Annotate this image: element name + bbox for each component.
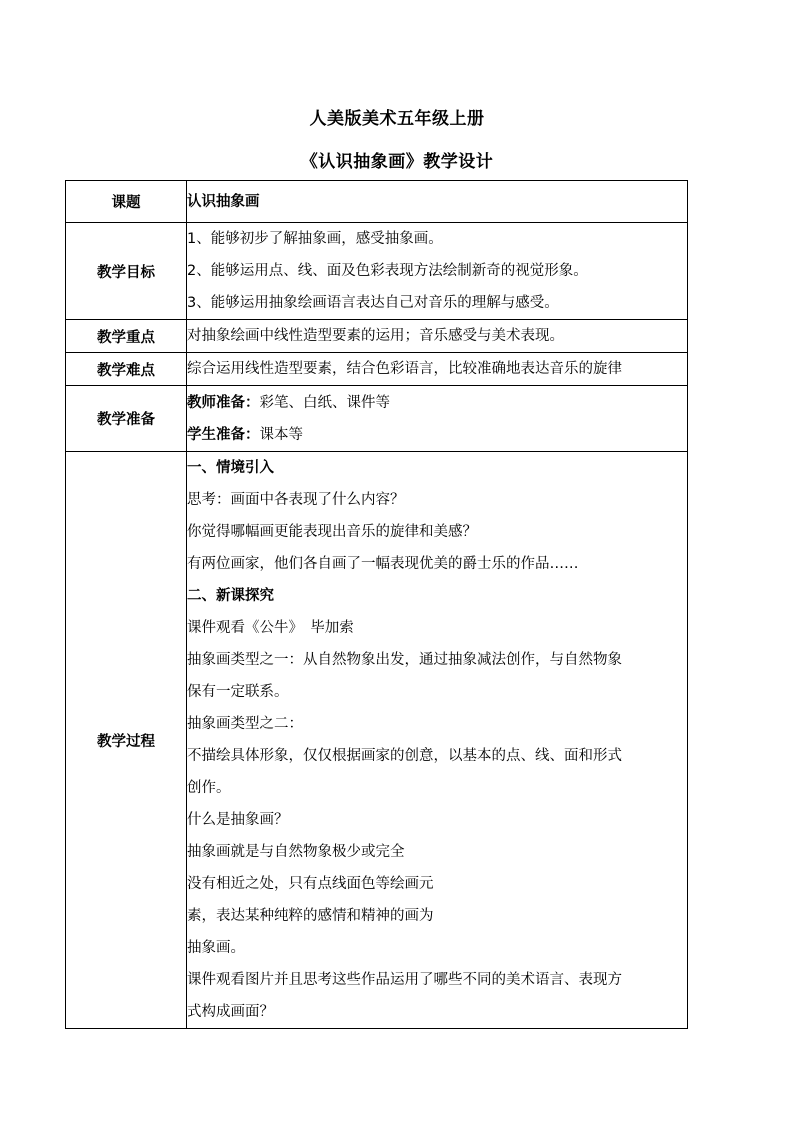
preparation-label: 教学准备 bbox=[66, 386, 187, 452]
topic-text: 认识抽象画 bbox=[187, 193, 260, 210]
process-line: 思考：画面中各表现了什么内容？ bbox=[187, 492, 405, 508]
process-line: 有两位画家，他们各自画了一幅表现优美的爵士乐的作品…… bbox=[187, 556, 579, 572]
difficulties-label: 教学难点 bbox=[66, 353, 187, 386]
topic-label: 课题 bbox=[66, 181, 187, 223]
objective-line: 2、能够运用点、线、面及色彩表现方法绘制新奇的视觉形象。 bbox=[187, 263, 588, 279]
process-line: 抽象画。 bbox=[187, 940, 245, 956]
table-row-topic bbox=[66, 181, 688, 223]
process-line: 你觉得哪幅画更能表现出音乐的旋律和美感？ bbox=[187, 524, 477, 540]
process-line: 课件观看图片并且思考这些作品运用了哪些不同的美术语言、表现方 bbox=[187, 972, 622, 988]
table-row-difficulties bbox=[66, 353, 688, 386]
process-label: 教学过程 bbox=[66, 452, 187, 1029]
objective-line: 1、能够初步了解抽象画，感受抽象画。 bbox=[187, 231, 443, 247]
section-heading: 一、情境引入 bbox=[187, 460, 274, 476]
teacher-preparation bbox=[187, 387, 687, 419]
teacher-preparation-value: 彩笔、白纸、课件等 bbox=[259, 394, 390, 411]
objectives-label: 教学目标 bbox=[66, 223, 187, 320]
process-line: 不描绘具体形象，仅仅根据画家的创意，以基本的点、线、面和形式 bbox=[187, 748, 622, 764]
student-preparation bbox=[187, 419, 687, 451]
process-line: 式构成画面？ bbox=[187, 1004, 274, 1020]
process-line: 没有相近之处，只有点线面色等绘画元 bbox=[187, 876, 434, 892]
preparation-content bbox=[187, 386, 688, 452]
table-row-preparation bbox=[66, 386, 688, 452]
process-line: 抽象画类型之二： bbox=[187, 716, 303, 732]
student-preparation-value: 课本等 bbox=[259, 426, 303, 443]
difficulties-content bbox=[187, 353, 688, 386]
process-line: 抽象画类型之一：从自然物象出发，通过抽象减法创作，与自然物象 bbox=[187, 652, 622, 668]
process-line: 素，表达某种纯粹的感情和精神的画为 bbox=[187, 908, 434, 924]
key-points-label: 教学重点 bbox=[66, 320, 187, 353]
process-line: 创作。 bbox=[187, 780, 231, 796]
process-line: 抽象画就是与自然物象极少或完全 bbox=[187, 844, 405, 860]
table-row-objectives bbox=[66, 223, 688, 320]
process-content bbox=[187, 452, 688, 1029]
lesson-plan-table bbox=[65, 180, 688, 1029]
section-heading: 二、新课探究 bbox=[187, 588, 274, 604]
document-subtitle: 《认识抽象画》教学设计 bbox=[300, 152, 494, 172]
difficulties-text: 综合运用线性造型要素，结合色彩语言，比较准确地表达音乐的旋律 bbox=[187, 361, 622, 377]
key-points-text: 对抽象绘画中线性造型要素的运用；音乐感受与美术表现。 bbox=[187, 328, 564, 344]
student-preparation-label: 学生准备： bbox=[187, 426, 260, 443]
teacher-preparation-label: 教师准备： bbox=[187, 394, 260, 411]
process-line: 课件观看《公牛》 毕加索 bbox=[187, 620, 354, 636]
table-row-key-points bbox=[66, 320, 688, 353]
process-line: 保有一定联系。 bbox=[187, 684, 289, 700]
document-title: 人美版美术五年级上册 bbox=[309, 109, 485, 129]
objective-line: 3、能够运用抽象绘画语言表达自己对音乐的理解与感受。 bbox=[187, 295, 559, 311]
topic-value bbox=[187, 181, 688, 223]
key-points-content bbox=[187, 320, 688, 353]
process-line: 什么是抽象画？ bbox=[187, 812, 289, 828]
table-row-process bbox=[66, 452, 688, 1029]
objectives-content bbox=[187, 223, 688, 320]
